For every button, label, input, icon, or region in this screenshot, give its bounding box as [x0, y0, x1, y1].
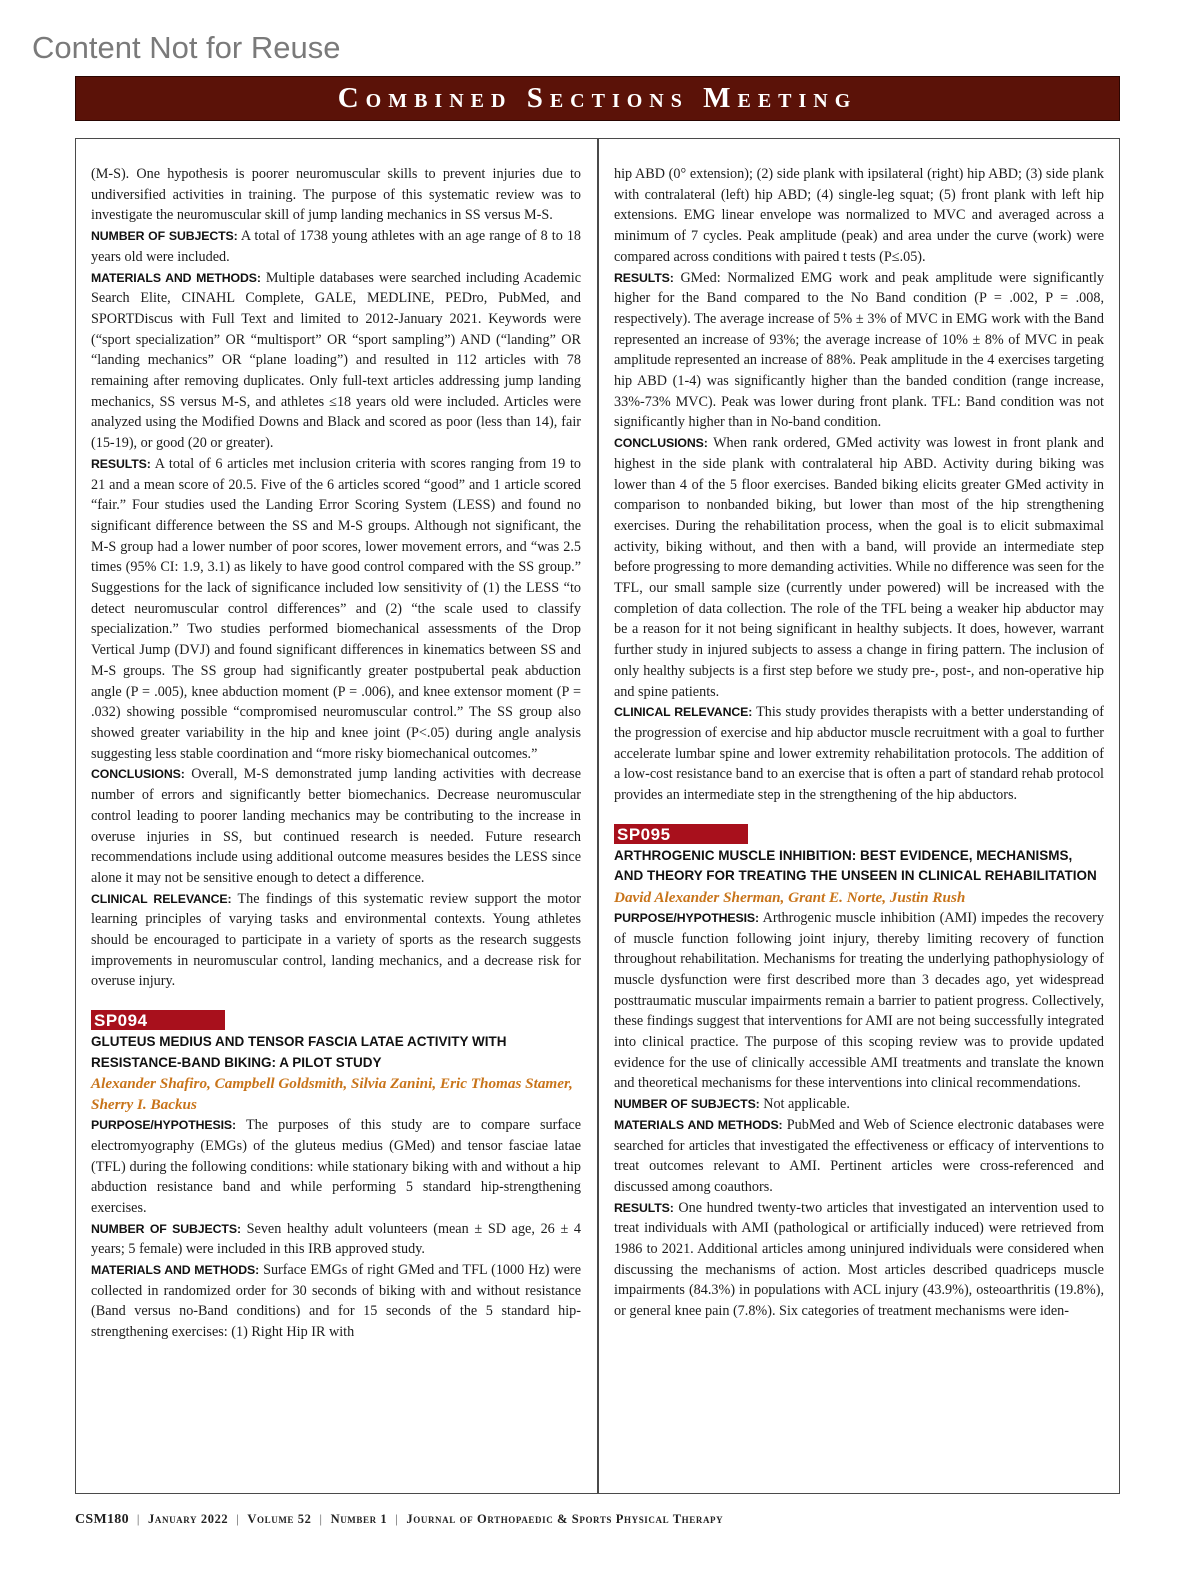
- column-divider: [597, 138, 599, 1494]
- continued-paragraph: hip ABD (0° extension); (2) side plank with ipsilateral (right) hip ABD; (3) side plank with contralateral (left) hip ABD; (4) single-leg squat; (5) front plank with left hip extensions. EMG linear envelope was normalized to MVC and averaged across a minimum of 7 cycles. Peak amplitude (peak) and area under the curve (work) were compared across conditions with paired t tests (P≤.05).: [614, 166, 1104, 265]
- abstract-title-sp095: ARTHROGENIC MUSCLE INHIBITION: BEST EVIDENCE, MECHANISMS, AND THEORY FOR TREATING THE UNSEEN IN CLINICAL REHABILITATION: [614, 847, 1097, 884]
- sp095-results-paragraph: RESULTS: One hundred twenty-two articles that investigated an intervention used to treat individuals with AMI (pathological or artificially induced) were retrieved from 1986 to 2021. Additional articles among uninjured individuals were considered when discussing the mechanisms of action. Most articles described quadriceps muscle impairments (84.3%) in populations with ACL injury (43.9%), osteoarthritis (19.8%), or general knee pain (7.8%). Six categories of treatment mechanisms were iden-: [614, 1199, 1105, 1320]
- results-paragraph: RESULTS: A total of 6 articles met inclusion criteria with scores ranging from 19 to 21 and a mean score of 20.5. Five of the 6 articles scored “good” and 1 article scored “fair.” Four studies used the Landing Error Scoring System (LESS) and found no significant difference between the SS and M-S groups. Although not significant, the M-S group had a lower number of poor scores, lower movement errors, and “was 2.5 times (95% CI: 1.9, 3.1) as likely to have good control compared with the SS group.” Suggestions for the lack of significance included low sensitivity of (1) the LESS “to detect neuromuscular control differences” and (2) “the scale used to classify specialization.” Two studies performed biomechanical assessments of the Drop Vertical Jump (DVJ) and found significant differences in kinematics between SS and M-S groups. The SS group had significantly greater postpubertal peak abduction angle (P = .005), knee abduction moment (P = .006), and knee extensor moment (P = .032) showing possible “compromised neuromuscular control.” The SS group also showed greater variability in the hip and knee joint (P<.05) during angle analysis suggesting less stable coordination and “more risky biomechanical outcomes.”: [91, 455, 581, 762]
- abstract-tag-sp095: SP095: [614, 824, 748, 844]
- issue-number: Number 1: [330, 1512, 388, 1526]
- footer-separator: |: [319, 1512, 323, 1526]
- sp094-subjects-paragraph: NUMBER OF SUBJECTS: Seven healthy adult volunteers (mean ± SD age, 26 ± 4 years; 5 female) were included in this IRB approved study.: [91, 1220, 581, 1258]
- right-column: [614, 164, 1104, 1322]
- sp095-purpose-paragraph: PURPOSE/HYPOTHESIS: Arthrogenic muscle inhibition (AMI) impedes the recovery of muscle function following joint injury, thereby limiting recovery of function throughout rehabilitation. Mechanisms for treating the underlying pathophysiology of muscle dysfunction were first described more than 3 decades ago, yet widespread posttraumatic muscular impairments remain a barrier to patient progress. Collectively, these findings suggest that interventions for AMI are not being successfully integrated into clinical practice. The purpose of this scoping review was to provide updated evidence for the use of clinically accessible AMI treatments and translate the known and theoretical mechanisms for these interventions into clinical recommendations.: [614, 909, 1104, 1092]
- abstract-title-sp094: GLUTEUS MEDIUS AND TENSOR FASCIA LATAE ACTIVITY WITH RESISTANCE-BAND BIKING: A PILOT STUDY: [91, 1034, 507, 1070]
- volume: Volume 52: [247, 1512, 312, 1526]
- sp094-relevance-paragraph: CLINICAL RELEVANCE: This study provides therapists with a better understanding of the progression of exercise and hip abductor muscle recruitment with a goal to further accelerate lumbar spine and lower extremity rehabilitation protocols. The addition of a low-cost resistance band to an exercise that is often a part of standard rehab protocol provides an intermediate step in the strengthening of the hip abductors.: [614, 704, 1105, 804]
- issue-date: January 2022: [148, 1512, 229, 1526]
- abstract-authors-sp094: Alexander Shafiro, Campbell Goldsmith, Silvia Zanini, Eric Thomas Stamer, Sherry I. Backus: [91, 1075, 573, 1114]
- conclusions-paragraph: CONCLUSIONS: Overall, M-S demonstrated jump landing activities with decrease number of errors and significantly better biomechanics. Decrease neuromuscular control leading to poorer landing mechanics may be contributing to the increase in overuse injuries in SS, but continued research is needed. Future research recommendations include using additional outcome measures besides the LESS since alone it may not be sensitive enough to detect a difference.: [91, 766, 581, 886]
- sp094-results-paragraph: RESULTS: GMed: Normalized EMG work and peak amplitude were significantly higher for the Band compared to the No Band condition (P = .002, P = .008, respectively). The average increase of 5% ± 3% of MVC in EMG work with the Band represented an increase of 93%; the average increase of 10% ± 8% of MVC in peak amplitude represented an increase of 88%. Peak amplitude in the 4 exercises targeting hip ABD (1-4) was significantly higher than the banded condition (range increase, 33%-73% MVC). Peak was lower during front plank. TFL: Band condition was not significantly higher than in No-band condition.: [614, 269, 1104, 431]
- page-footer: [75, 1512, 723, 1528]
- subjects-paragraph: NUMBER OF SUBJECTS: A total of 1738 young athletes with an age range of 8 to 18 years old were included.: [91, 228, 582, 265]
- watermark: Content Not for Reuse: [32, 30, 341, 65]
- abstract-tag-sp094: SP094: [91, 1010, 225, 1030]
- sp095-methods-paragraph: MATERIALS AND METHODS: PubMed and Web of Science electronic databases were searched for articles that investigated the effectiveness or efficacy of interventions to treat outcomes relevant to AMI. Pertinent articles were cross-referenced and discussed among coauthors.: [614, 1116, 1104, 1195]
- methods-paragraph: MATERIALS AND METHODS: Multiple databases were searched including Academic Search Elite, CINAHL Complete, GALE, MEDLINE, PEDro, PubMed, and SPORTDiscus with Full Text and limited to 2012-January 2021. Keywords were (“sport specialization” OR “multisport” OR “sport sampling”) AND (“landing” OR “landing mechanics” OR “plane loading”) and resulted in 112 articles with 78 remaining after removing duplicates. Only full-text articles addressing jump landing mechanics, SS versus M-S, and athletes ≤18 years old were included. Articles were analyzed using the Modified Downs and Black and scored as poor (less than 14), fair (15-19), or good (20 or greater).: [91, 269, 582, 452]
- sp095-subjects-paragraph: NUMBER OF SUBJECTS: Not applicable.: [614, 1096, 850, 1113]
- sp094-methods-paragraph: MATERIALS AND METHODS: Surface EMGs of right GMed and TFL (1000 Hz) were collected in randomized order for 30 seconds of biking with and without resistance (Band versus no-Band conditions) and for 15 seconds of the 5 standard hip-strengthening exercises: (1) Right Hip IR with: [91, 1262, 582, 1341]
- page-number: CSM180: [75, 1512, 129, 1527]
- intro-paragraph: (M-S). One hypothesis is poorer neuromuscular skills to prevent injuries due to undiversified activities in training. The purpose of this systematic review was to investigate the neuromuscular skill of jump landing mechanics in SS versus M-S.: [91, 166, 581, 224]
- footer-separator: |: [395, 1512, 399, 1526]
- relevance-paragraph: CLINICAL RELEVANCE: The findings of this systematic review support the motor learning principles of varying tasks and environmental contexts. Young athletes should be encouraged to participate in a variety of sports as the research suggests improvements in neuromuscular control, landing mechanics, and a decrease risk for overuse injury.: [91, 890, 582, 990]
- abstract-authors-sp095: David Alexander Sherman, Grant E. Norte, Justin Rush: [614, 888, 966, 906]
- journal-name: Journal of Orthopaedic & Sports Physical Therapy: [406, 1512, 724, 1526]
- footer-separator: |: [236, 1512, 240, 1526]
- sp094-purpose-paragraph: PURPOSE/HYPOTHESIS: The purposes of this study are to compare surface electromyography (EMGs) of the gluteus medius (GMed) and tensor fasciae latae (TFL) during the following conditions: while stationary biking with and without a hip abduction resistance band and while performing 5 standard hip-strengthening exercises.: [91, 1117, 581, 1216]
- banner-title: Combined Sections Meeting: [337, 82, 858, 114]
- sp094-conclusions-paragraph: CONCLUSIONS: When rank ordered, GMed activity was lowest in front plank and highest in the side plank with contralateral hip ABD. Activity during biking was lower than 4 of the 5 floor exercises. Banded biking elicits greater GMed activity in comparison to nonbanded biking, but lower than most of the hip strengthening exercises. During the rehabilitation process, when the goal is to elicit submaximal activity, biking without, and then with a band, will provide an intermediate step before progressing to more demanding activities. While no difference was seen for the TFL, our small sample size (currently under powered) will be increased with the completion of data collection. The role of the TFL being a weaker hip abductor may be a reason for it not being significant in healthy subjects. It does, however, warrant further study in injured subjects to assess a change in firing pattern. The inclusion of only healthy subjects is a first step before we study pre-, post-, and non-operative hip and spine patients.: [614, 435, 1104, 700]
- section-banner: [75, 76, 1120, 121]
- left-column: [91, 164, 581, 1343]
- footer-separator: |: [136, 1512, 141, 1526]
